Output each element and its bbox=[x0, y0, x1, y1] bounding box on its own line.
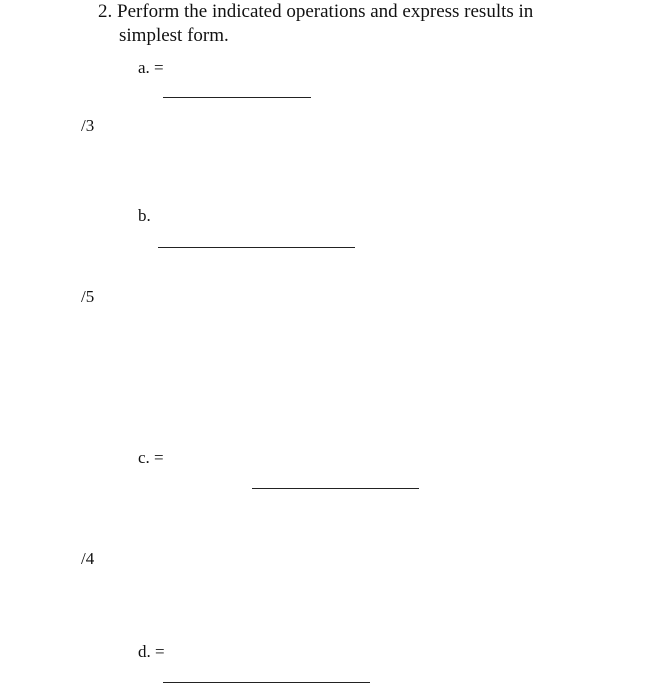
part-c-score: /4 bbox=[81, 549, 95, 568]
question-line-2: simplest form. bbox=[119, 25, 229, 46]
part-a-answer-line[interactable] bbox=[163, 97, 311, 98]
question-line-1: 2. Perform the indicated operations and express results in bbox=[98, 1, 534, 22]
part-a-label: a. = bbox=[138, 58, 164, 77]
question-prompt bbox=[98, 0, 568, 48]
part-d-label: d. = bbox=[138, 642, 165, 661]
part-c-label: c. = bbox=[138, 448, 164, 467]
part-d-answer-line[interactable] bbox=[163, 682, 370, 683]
part-b-answer-line[interactable] bbox=[158, 247, 355, 248]
part-b-score: /5 bbox=[81, 287, 95, 306]
part-c-answer-line[interactable] bbox=[252, 488, 419, 489]
part-a-score: /3 bbox=[81, 116, 95, 135]
part-b-label: b. bbox=[138, 206, 151, 225]
